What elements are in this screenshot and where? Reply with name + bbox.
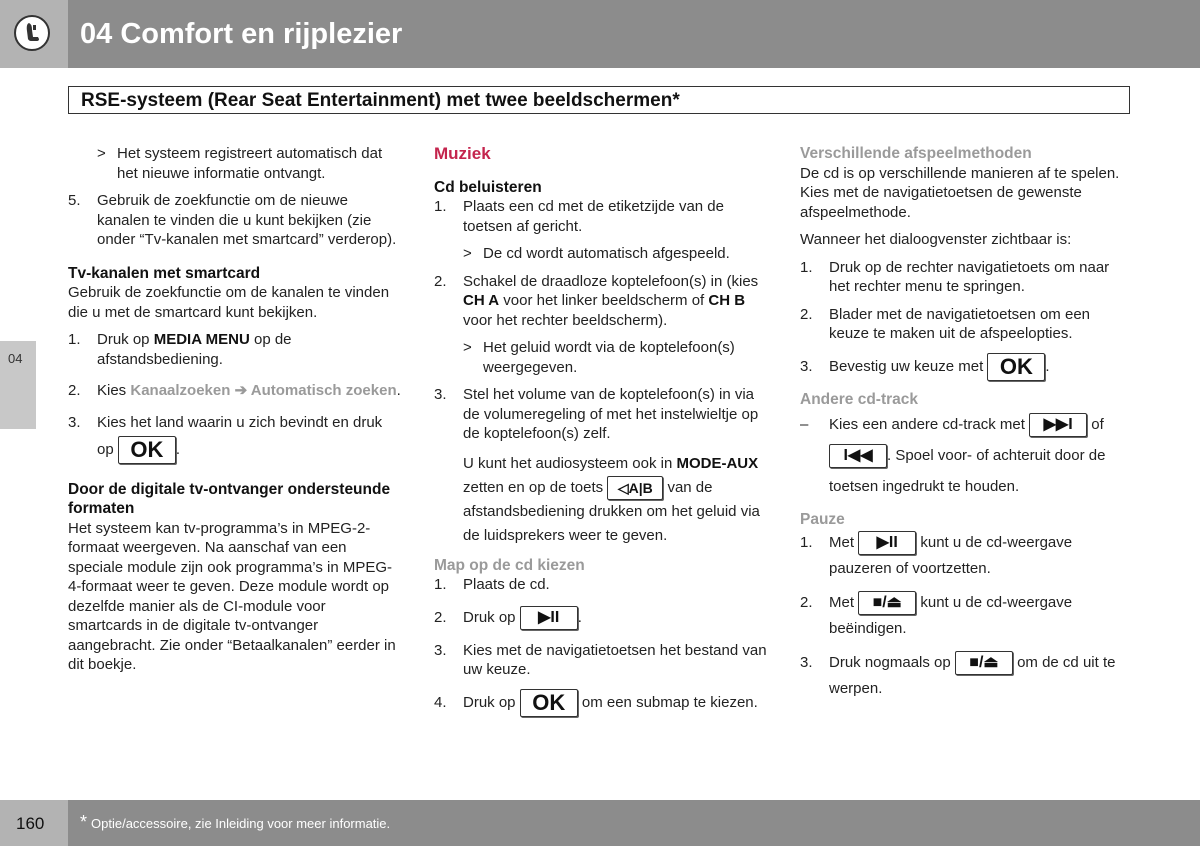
step-text: . Spoel voor- of achteruit door de toetsen ingedrukt te houden. xyxy=(829,447,1106,495)
cd-step-2 xyxy=(434,272,768,331)
step-number: 2. xyxy=(434,608,447,626)
section-title: RSE-systeem (Rear Seat Entertainment) met twee beeldschermen* xyxy=(81,90,680,111)
step-number: 3. xyxy=(68,413,81,431)
cd-step-1 xyxy=(434,197,768,236)
step-number: 1. xyxy=(434,576,447,594)
step-text: Stel het volume van de koptelefoon(s) in via de volumeregeling of met het instelwieltje op de koptelefoon(s) zelf. xyxy=(463,386,759,442)
ok-button-icon: OK xyxy=(520,689,578,717)
smartcard-step-3 xyxy=(68,409,402,464)
ok-button-icon: OK xyxy=(987,353,1045,381)
track-step xyxy=(800,409,1134,502)
step-text: Kies een andere cd-track met xyxy=(829,416,1030,433)
step-number: 3. xyxy=(434,386,447,403)
step-text: . xyxy=(175,440,181,458)
footnote-star: * xyxy=(80,812,88,832)
step-text: . xyxy=(396,382,401,399)
heading-map: Map op de cd kiezen xyxy=(434,556,585,574)
stop-eject-button-icon: ■/⏏ xyxy=(955,651,1013,675)
step-number: 1. xyxy=(68,331,81,348)
step-text: voor het rechter beeldscherm). xyxy=(463,311,668,329)
result-note xyxy=(68,144,402,183)
page-number: 160 xyxy=(16,814,45,833)
column-1 xyxy=(68,144,402,683)
step-text: Kies het land waarin u zich bevindt en druk op xyxy=(97,413,383,458)
step-5 xyxy=(68,191,402,250)
channel-a-label: CH A xyxy=(463,292,500,309)
result-text: De cd wordt automatisch afgespeeld. xyxy=(483,245,730,262)
step-number: 3. xyxy=(800,357,813,375)
result-marker: > xyxy=(463,245,472,262)
heading-cd: Cd beluisteren xyxy=(434,178,542,196)
step-text: of xyxy=(1087,416,1104,433)
step-text: U kunt het audiosysteem ook in xyxy=(463,454,677,472)
step-text: Druk op xyxy=(463,608,520,626)
step-text: Kies met de navigatietoetsen het bestand van uw keuze. xyxy=(463,641,767,679)
heading-formats: Door de digitale tv-ontvanger ondersteunde formaten xyxy=(68,480,391,518)
step-text: Plaats een cd met de etiketzijde van de toetsen af gericht. xyxy=(463,198,724,235)
step-text: Met xyxy=(829,533,859,551)
step-text: Plaats de cd. xyxy=(463,576,550,594)
step-text: Druk op de rechter navigatietoets om naar het rechter menu te springen. xyxy=(829,258,1110,295)
step-number: 1. xyxy=(800,533,813,551)
step-text: Bevestig uw keuze met xyxy=(829,357,988,375)
method-step-2 xyxy=(800,305,1134,344)
result-text: Het geluid wordt via de koptelefoon(s) weergegeven. xyxy=(483,339,735,376)
smartcard-step-1 xyxy=(68,330,402,369)
step-text: Schakel de draadloze koptelefoon(s) in (kies xyxy=(463,272,759,290)
cd-step-2-result xyxy=(434,338,768,377)
column-3 xyxy=(800,144,1134,710)
step-text: Druk op xyxy=(97,331,154,348)
step-text: om een submap te kiezen. xyxy=(577,693,758,711)
heading-smartcard: Tv-kanalen met smartcard xyxy=(68,264,261,282)
step-text: Druk nogmaals op xyxy=(829,653,955,671)
step-number: 2. xyxy=(800,593,813,611)
step-text: zetten en op de toets xyxy=(463,478,608,496)
step-number: 4. xyxy=(434,693,447,711)
step-text: Gebruik de zoekfunctie om de nieuwe kanalen te vinden die u kunt bekijken (zie onder “Tv-kanalen met smartcard” verderop). xyxy=(97,192,397,248)
paragraph-dialog: Wanneer het dialoogvenster zichtbaar is: xyxy=(800,231,1072,248)
column-2 xyxy=(434,144,768,726)
map-step-2 xyxy=(434,603,768,633)
heading-pause: Pauze xyxy=(800,511,845,528)
audio-ab-button-icon: ◁A|B xyxy=(607,476,663,500)
pause-step-3 xyxy=(800,650,1134,702)
step-number: 3. xyxy=(434,641,447,659)
step-text: op de afstandsbediening. xyxy=(97,331,292,368)
play-pause-button-icon: ▶II xyxy=(858,531,916,555)
ok-button-icon: OK xyxy=(118,436,176,464)
paragraph-formats: Het systeem kan tv-programma’s in MPEG-2-formaat weergeven. Na aanschaf van een speciale module zijn ook programma’s in MPEG-4-formaat weer te geven. Deze module wordt op dezelfde manier als de CI-module voor smartcards in de digitale tv-ontvanger aangebracht. Zie onder “Betaalkanalen” eerder in dit boekje. xyxy=(68,519,396,674)
result-marker: > xyxy=(463,339,472,356)
pause-step-1 xyxy=(800,530,1134,582)
map-step-3 xyxy=(434,641,768,680)
cd-step-1-result xyxy=(434,244,768,264)
channel-b-label: CH B xyxy=(708,292,746,309)
next-track-button-icon: ▶▶I xyxy=(1029,413,1087,437)
step-text: van de afstandsbediening drukken om het geluid via de luidsprekers weer te geven. xyxy=(463,478,760,544)
step-text: . xyxy=(1045,357,1050,375)
cd-step-3-note xyxy=(434,452,768,548)
step-text: . xyxy=(577,608,582,626)
step-number: 1. xyxy=(434,198,447,215)
previous-track-button-icon: I◀◀ xyxy=(829,444,887,468)
map-step-1 xyxy=(434,575,768,595)
chapter-title: 04 Comfort en rijplezier xyxy=(80,18,403,50)
step-text: kunt u de cd-weergave beëindigen. xyxy=(829,593,1073,637)
result-marker: > xyxy=(97,145,106,162)
smartcard-step-2 xyxy=(68,381,402,401)
side-tab-label: 04 xyxy=(8,351,23,366)
paragraph-methods: De cd is op verschillende manieren af te spelen. Kies met de navigatietoetsen de gewenste afspeelmethode. xyxy=(800,164,1120,221)
footnote xyxy=(80,812,391,837)
step-text: Blader met de navigatietoetsen om een keuze te maken uit de afspeelopties. xyxy=(829,305,1090,342)
result-text: Het systeem registreert automatisch dat het nieuwe informatie ontvangt. xyxy=(117,145,383,182)
step-text: kunt u de cd-weergave pauzeren of voortzetten. xyxy=(829,533,1073,577)
footnote-text: Optie/accessoire, zie Inleiding voor meer informatie. xyxy=(91,816,391,831)
play-pause-button-icon: ▶II xyxy=(520,606,578,630)
step-number: 5. xyxy=(68,192,81,209)
stop-eject-button-icon: ■/⏏ xyxy=(858,591,916,615)
mode-aux-label: MODE-AUX xyxy=(676,454,759,472)
method-step-3 xyxy=(800,352,1134,382)
step-number: 2. xyxy=(800,305,813,323)
step-text: Kies xyxy=(97,382,131,399)
step-text: om de cd uit te werpen. xyxy=(829,653,1116,697)
paragraph-smartcard: Gebruik de zoekfunctie om de kanalen te vinden die u met de smartcard kunt bekijken. xyxy=(68,284,390,321)
step-number: 2. xyxy=(434,272,447,290)
heading-muziek: Muziek xyxy=(434,144,491,163)
map-step-4 xyxy=(434,688,768,718)
step-text: voor het linker beeldscherm of xyxy=(499,292,709,309)
step-text: Druk op xyxy=(463,693,520,711)
seat-icon xyxy=(14,15,50,51)
heading-track: Andere cd-track xyxy=(800,390,919,408)
step-number: 3. xyxy=(800,653,813,671)
header-icon-box xyxy=(0,0,68,68)
method-step-1 xyxy=(800,258,1134,297)
pause-step-2 xyxy=(800,590,1134,642)
section-title-box xyxy=(68,86,1130,114)
media-menu-label: MEDIA MENU xyxy=(153,331,250,348)
chapter-side-tab[interactable] xyxy=(0,341,36,429)
step-number: 2. xyxy=(68,382,81,399)
step-number: – xyxy=(800,416,809,433)
step-number: 1. xyxy=(800,258,813,276)
menu-path: Kanaalzoeken ➔ Automatisch zoeken xyxy=(130,382,397,399)
step-text: Met xyxy=(829,593,859,611)
heading-methods: Verschillende afspeelmethoden xyxy=(800,145,1032,162)
cd-step-3 xyxy=(434,385,768,444)
